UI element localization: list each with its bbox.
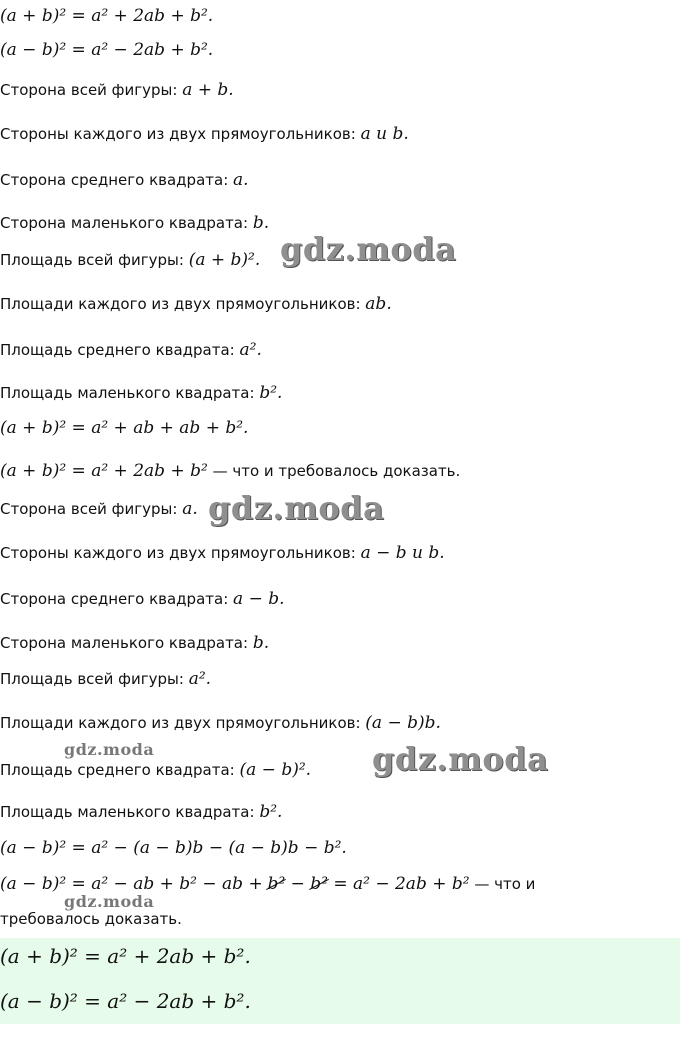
p1-eq2: (a + b)² = a² + 2ab + b² — что и требовалось доказать. xyxy=(0,461,461,481)
cancelled-term: b² xyxy=(267,874,286,894)
p2-eq1: (a − b)² = a² − (a − b)b − (a − b)b − b². xyxy=(0,838,347,858)
p1-side-whole: Сторона всей фигуры: a + b. xyxy=(0,80,234,100)
p1-side-rects: Стороны каждого из двух прямоугольников: a и b. xyxy=(0,124,409,144)
p1-area-rects: Площади каждого из двух прямоугольников: ab. xyxy=(0,294,392,314)
cancelled-term: b² xyxy=(310,874,328,894)
p2-area-whole: Площадь всей фигуры: a². xyxy=(0,669,212,689)
p2-side-small: Сторона маленького квадрата: b. xyxy=(0,633,270,653)
watermark: gdz.moda xyxy=(208,489,385,527)
answer-line-2: (a − b)² = a² − 2ab + b². xyxy=(0,989,251,1013)
p2-side-whole: Сторона всей фигуры: a. xyxy=(0,499,198,519)
watermark: gdz.moda xyxy=(280,230,457,268)
p2-area-mid: Площадь среднего квадрата: (a − b)². xyxy=(0,760,312,780)
p1-area-whole: Площадь всей фигуры: (a + b)². xyxy=(0,250,261,270)
answer-box xyxy=(0,938,680,1024)
p1-side-small: Сторона маленького квадрата: b. xyxy=(0,213,270,233)
identity-sum: (a + b)² = a² + 2ab + b². xyxy=(0,6,214,26)
answer-line-1: (a + b)² = a² + 2ab + b². xyxy=(0,944,251,968)
p2-side-mid: Сторона среднего квадрата: a − b. xyxy=(0,589,285,609)
p1-side-mid: Сторона среднего квадрата: a. xyxy=(0,170,249,190)
identity-diff: (a − b)² = a² − 2ab + b². xyxy=(0,40,214,60)
p1-eq1: (a + b)² = a² + ab + ab + b². xyxy=(0,418,249,438)
watermark: gdz.moda xyxy=(64,892,155,911)
p1-area-mid: Площадь среднего квадрата: a². xyxy=(0,340,262,360)
p2-side-rects: Стороны каждого из двух прямоугольников: a − b и b. xyxy=(0,543,445,563)
p2-conclusion-wrap: требовалось доказать. xyxy=(0,910,182,928)
watermark: gdz.moda xyxy=(64,740,155,759)
watermark: gdz.moda xyxy=(372,740,549,778)
p1-area-small: Площадь маленького квадрата: b². xyxy=(0,383,283,403)
p2-eq2: (a − b)² = a² − ab + b² − ab + b² − b² = a² − 2ab + b² — что и xyxy=(0,874,536,894)
p2-area-small: Площадь маленького квадрата: b². xyxy=(0,802,283,822)
p2-area-rects: Площади каждого из двух прямоугольников: (a − b)b. xyxy=(0,713,441,733)
